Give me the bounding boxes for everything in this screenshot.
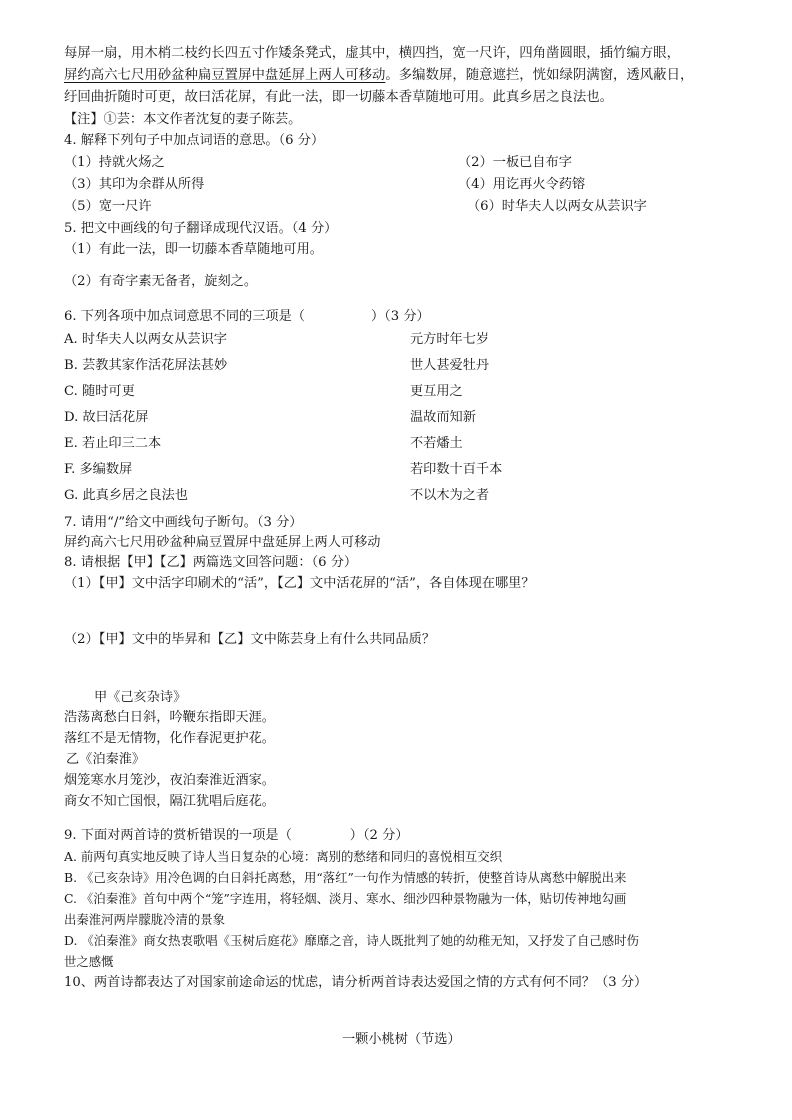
q9-option-c-line-2: 出秦淮河两岸朦胧冷清的景象	[64, 912, 226, 927]
q6-option-c-right: 更互用之	[410, 384, 463, 399]
q9-option-a: A. 前两句真实地反映了诗人当日复杂的心境：离别的愁绪和同归的喜悦相互交织	[64, 849, 503, 864]
q9-score: ）（2 分）	[349, 828, 409, 843]
q6-option-c-left: C. 随时可更	[64, 384, 135, 399]
poem-yi-line-1: 烟笼寒水月笼沙，夜泊秦淮近酒家。	[64, 773, 275, 788]
q9-option-d-line-2: 世之感慨	[64, 954, 114, 969]
q9-option-b: B. 《己亥杂诗》用冷色调的白日斜托离愁，用“落红”一句作为情感的转折，使整首诗从离愁中解脱出来	[64, 870, 627, 885]
q6-option-d-left: D. 故曰活花屏	[64, 410, 149, 425]
poem-yi-line-2: 商女不知亡国恨，隔江犹唱后庭花。	[64, 794, 275, 809]
q8-item-2: （2）【甲】文中的毕昇和【乙】文中陈芸身上有什么共同品质？	[64, 632, 436, 647]
q4-stem: 4. 解释下列句子中加点词语的意思。（6 分）	[64, 133, 325, 148]
q6-stem-text: 6. 下列各项中加点词意思不同的三项是（	[64, 309, 305, 324]
passage-line-3: 纡回曲折随时可更，故曰活花屏，有此一法，即一切藤本香草随地可用。此真乡居之良法也。	[64, 90, 614, 105]
q9-option-d-line-1: D. 《泊秦淮》商女热衷歌唱《玉树后庭花》靡靡之音，诗人既批判了她的幼稚无知，又抒发了自己感时伤	[64, 933, 639, 948]
q6-option-e-left: E. 若止印三二本	[64, 436, 162, 451]
q8-stem: 8. 请根据【甲】【乙】两篇选文回答问题：（6 分）	[64, 555, 358, 570]
q9-option-c-line-1: C. 《泊秦淮》首句中两个“笼”字连用，将轻烟、淡月、寒水、细沙四种景物融为一体，贴切传神地勾画	[64, 891, 627, 906]
q7-stem: 7. 请用“/”给文中画线句子断句。（3 分）	[64, 515, 303, 530]
q8-item-1: （1）【甲】文中活字印刷术的“活”，【乙】文中活花屏的“活”，各自体现在哪里？	[64, 576, 535, 591]
passage-line-2-rest: 。多编数屏，随意遮拦，恍如绿阴满窗，透风蔽日，	[385, 68, 694, 83]
q6-stem	[64, 307, 430, 327]
q6-option-a-left: A. 时华夫人以两女从芸识字	[64, 332, 227, 347]
q6-option-f-right: 若印数十百千本	[410, 462, 503, 477]
poem-yi-title: 乙《泊秦淮》	[66, 752, 146, 767]
q5-item-1: （1）有此一法，即一切藤本香草随地可用。	[64, 242, 323, 257]
q4-item-6: （6）时华夫人以两女从芸识字	[467, 199, 647, 214]
section-title: 一颗小桃树（节选）	[342, 1032, 461, 1047]
annotation-note: 【注】①芸：本文作者沈复的妻子陈芸。	[64, 112, 302, 127]
q6-option-g-left: G. 此真乡居之良法也	[64, 488, 188, 503]
q10-stem: 10、两首诗都表达了对国家前途命运的忧虑，请分析两首诗表达爱国之情的方式有何不同？（3 分）	[64, 975, 648, 990]
q4-item-2: （2）一板已自布字	[458, 155, 572, 170]
q9-stem	[64, 826, 409, 846]
q6-option-g-right: 不以木为之者	[410, 488, 490, 503]
underlined-sentence: 屏约高六七尺用砂盆种扁豆置屏中盘延屏上两人可移动	[64, 68, 386, 83]
q7-sentence: 屏约高六七尺用砂盆种扁豆置屏中盘延屏上两人可移动	[64, 535, 381, 550]
q4-item-3: （3）其印为余群从所得	[64, 177, 205, 192]
q4-item-4: （4）用讫再火令药镕	[458, 177, 586, 192]
q4-item-5: （5）宽一尺许	[64, 199, 152, 214]
poem-jia-title: 甲《己亥杂诗》	[94, 690, 187, 705]
q6-score: ）（3 分）	[370, 309, 430, 324]
q5-item-2: （2）有奇字素无备者，旋刻之。	[64, 274, 258, 289]
q6-option-d-right: 温故而知新	[410, 410, 476, 425]
poem-jia-line-2: 落红不是无情物，化作春泥更护花。	[64, 731, 275, 746]
q6-option-b-right: 世人甚爱牡丹	[410, 358, 490, 373]
q5-stem: 5. 把文中画线的句子翻译成现代汉语。（4 分）	[64, 221, 338, 236]
q6-option-f-left: F. 多编数屏	[64, 462, 133, 477]
q6-option-a-right: 元方时年七岁	[410, 332, 490, 347]
q6-option-e-right: 不若燔土	[410, 436, 463, 451]
passage-line-1: 每屏一扇，用木梢二枝约长四五寸作矮条凳式，虚其中，横四挡，宽一尺许，四角凿圆眼，插竹编方眼，	[64, 46, 680, 61]
q9-stem-text: 9. 下面对两首诗的赏析错误的一项是（	[64, 828, 292, 843]
q6-option-b-left: B. 芸教其家作活花屏法甚妙	[64, 358, 228, 373]
passage-line-2	[64, 66, 693, 86]
poem-jia-line-1: 浩荡离愁白日斜，吟鞭东指即天涯。	[64, 710, 275, 725]
q4-item-1: （1）持就火炀之	[64, 155, 165, 170]
